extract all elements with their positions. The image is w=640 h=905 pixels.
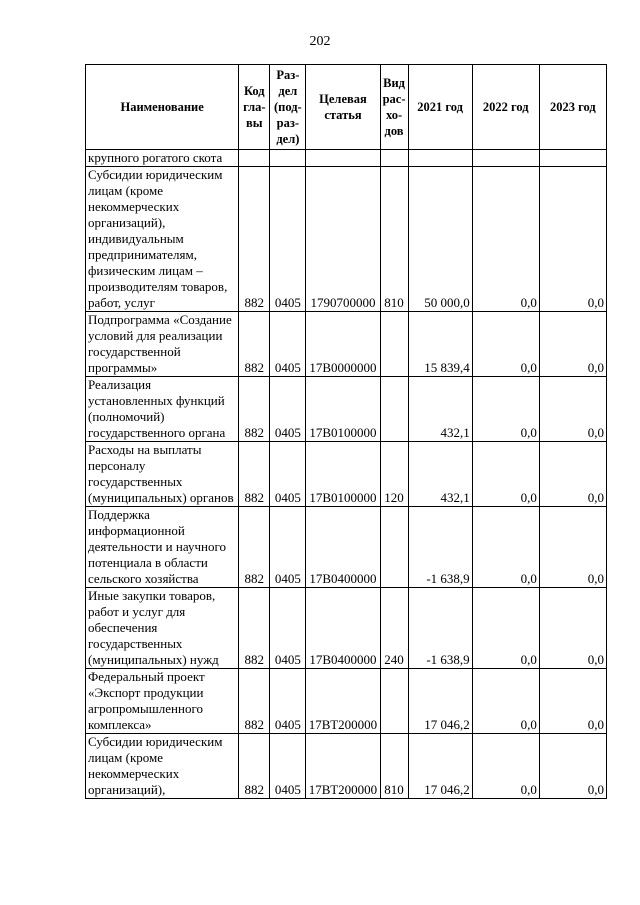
row-2022: 0,0 [472, 734, 539, 799]
row-2023: 0,0 [539, 734, 606, 799]
table-row [86, 734, 607, 799]
table-row [86, 312, 607, 377]
row-target: 17В0400000 [306, 588, 380, 669]
row-code: 882 [239, 507, 270, 588]
row-section: 0405 [270, 167, 306, 312]
header-2021: 2021 год [408, 65, 472, 150]
row-section: 0405 [270, 669, 306, 734]
table-row [86, 442, 607, 507]
row-code: 882 [239, 167, 270, 312]
row-2022: 0,0 [472, 588, 539, 669]
row-2022: 0,0 [472, 377, 539, 442]
table-row [86, 588, 607, 669]
row-2023: 0,0 [539, 669, 606, 734]
row-name: Федеральный проект «Экспорт продукции агропромышленного комплекса» [86, 669, 239, 734]
table-header-row [86, 65, 607, 150]
row-2022: 0,0 [472, 442, 539, 507]
row-name: Поддержка информационной деятельности и научного потенциала в области сельского хозяйства [86, 507, 239, 588]
header-code: Код гла- вы [239, 65, 270, 150]
row-section: 0405 [270, 507, 306, 588]
row-name: Субсидии юридическим лицам (кроме некоммерческих организаций), индивидуальным предпринимателям, физическим лицам – производителям товаров, работ, услуг [86, 167, 239, 312]
row-type [380, 377, 408, 442]
budget-table [85, 64, 607, 799]
row-2021: 17 046,2 [408, 669, 472, 734]
row-type: 810 [380, 167, 408, 312]
row-2021 [408, 150, 472, 167]
row-2023: 0,0 [539, 442, 606, 507]
row-target: 17В0400000 [306, 507, 380, 588]
row-code: 882 [239, 669, 270, 734]
header-2022: 2022 год [472, 65, 539, 150]
row-section: 0405 [270, 377, 306, 442]
header-section: Раз- дел (под- раз- дел) [270, 65, 306, 150]
row-2022: 0,0 [472, 669, 539, 734]
row-code: 882 [239, 588, 270, 669]
row-2021: 432,1 [408, 442, 472, 507]
row-2023: 0,0 [539, 167, 606, 312]
row-section: 0405 [270, 442, 306, 507]
row-name: Подпрограмма «Создание условий для реализации государственной программы» [86, 312, 239, 377]
row-name: Реализация установленных функций (полномочий) государственного органа [86, 377, 239, 442]
row-type [380, 312, 408, 377]
row-target [306, 150, 380, 167]
row-2021: -1 638,9 [408, 588, 472, 669]
row-2022: 0,0 [472, 312, 539, 377]
row-name: Расходы на выплаты персоналу государственных (муниципальных) органов [86, 442, 239, 507]
row-target: 17ВТ200000 [306, 669, 380, 734]
row-type: 240 [380, 588, 408, 669]
row-name: крупного рогатого скота [86, 150, 239, 167]
row-code: 882 [239, 312, 270, 377]
table-row [86, 377, 607, 442]
table-row [86, 167, 607, 312]
row-section: 0405 [270, 312, 306, 377]
row-2023: 0,0 [539, 507, 606, 588]
row-2023: 0,0 [539, 377, 606, 442]
header-target: Целевая статья [306, 65, 380, 150]
row-code: 882 [239, 734, 270, 799]
row-type [380, 150, 408, 167]
header-type: Вид рас- хо- дов [380, 65, 408, 150]
row-target: 17В0100000 [306, 442, 380, 507]
table-row [86, 507, 607, 588]
row-type [380, 507, 408, 588]
header-2023: 2023 год [539, 65, 606, 150]
row-2022 [472, 150, 539, 167]
page-number: 202 [309, 34, 331, 49]
row-2022: 0,0 [472, 507, 539, 588]
row-2023: 0,0 [539, 588, 606, 669]
row-name: Субсидии юридическим лицам (кроме некоммерческих организаций), [86, 734, 239, 799]
row-code: 882 [239, 442, 270, 507]
row-section: 0405 [270, 734, 306, 799]
row-2021: 15 839,4 [408, 312, 472, 377]
row-2021: 17 046,2 [408, 734, 472, 799]
row-2021: -1 638,9 [408, 507, 472, 588]
row-section: 0405 [270, 588, 306, 669]
row-2021: 50 000,0 [408, 167, 472, 312]
row-target: 17ВТ200000 [306, 734, 380, 799]
row-name: Иные закупки товаров, работ и услуг для обеспечения государственных (муниципальных) нужд [86, 588, 239, 669]
row-2021: 432,1 [408, 377, 472, 442]
table-row [86, 669, 607, 734]
row-code [239, 150, 270, 167]
row-section [270, 150, 306, 167]
header-name: Наименование [86, 65, 239, 150]
row-type [380, 669, 408, 734]
table-row [86, 150, 607, 167]
row-2022: 0,0 [472, 167, 539, 312]
row-2023 [539, 150, 606, 167]
row-2023: 0,0 [539, 312, 606, 377]
row-target: 17В0100000 [306, 377, 380, 442]
row-target: 1790700000 [306, 167, 380, 312]
row-type: 810 [380, 734, 408, 799]
row-code: 882 [239, 377, 270, 442]
row-type: 120 [380, 442, 408, 507]
row-target: 17В0000000 [306, 312, 380, 377]
